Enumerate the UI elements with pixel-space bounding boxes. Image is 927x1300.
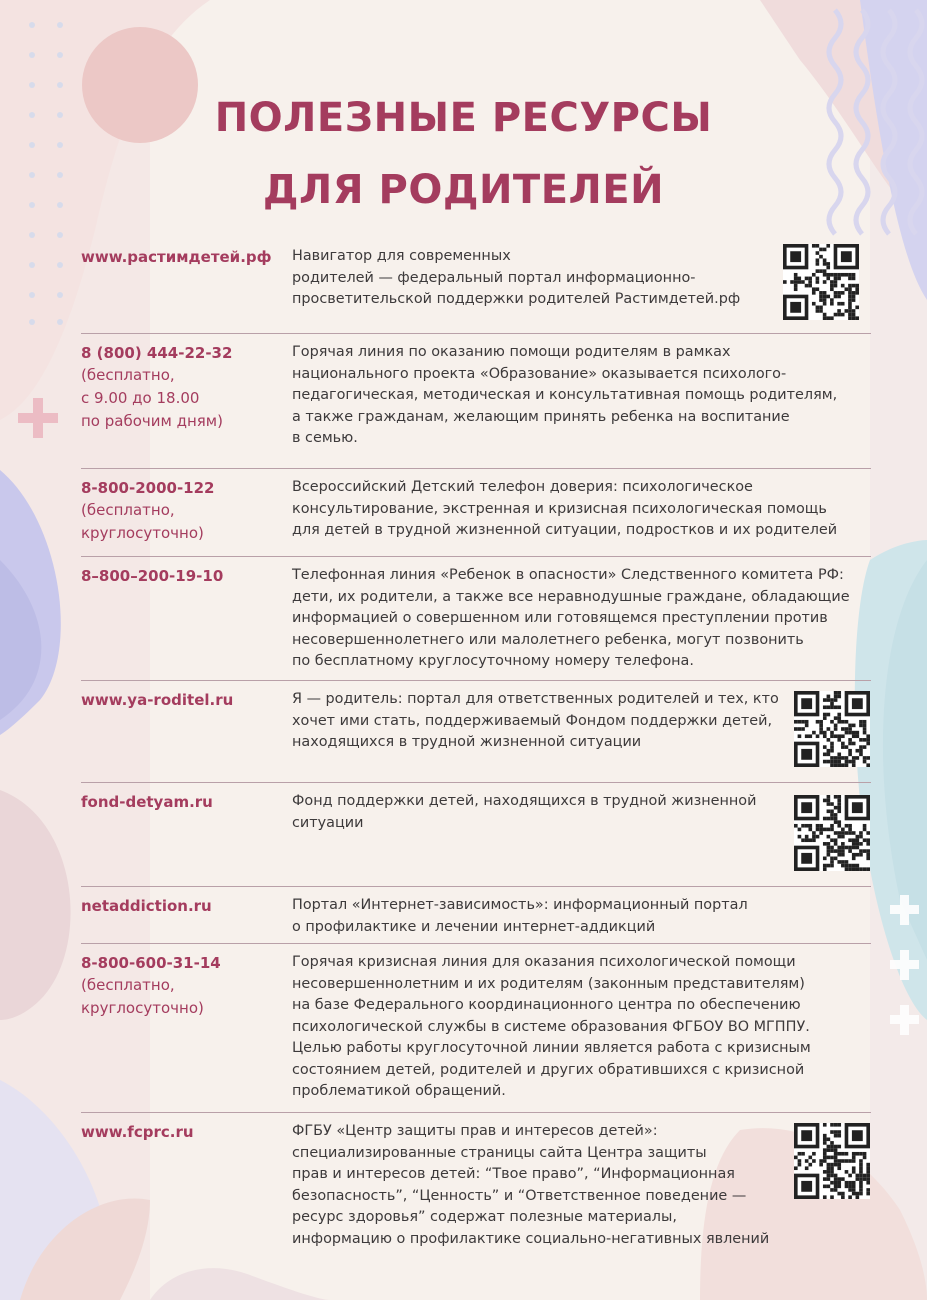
resource-row bbox=[81, 783, 871, 887]
resource-row bbox=[81, 1113, 871, 1263]
resource-description: Всероссийский Детский телефон доверия: психологическое консультирование, экстренная и кризисная психологическая помощь для детей в трудной жизненной ситуации, подростков и их родителей bbox=[292, 479, 838, 538]
resource-description: Фонд поддержки детей, находящихся в трудной жизненной ситуации bbox=[292, 793, 757, 831]
resource-contact-block bbox=[81, 791, 281, 813]
resource-contact-block bbox=[81, 952, 281, 1020]
resource-contact[interactable]: 8-800-600-31-14 bbox=[81, 954, 221, 972]
resource-description: Горячая кризисная линия для оказания психологической помощи несовершеннолетним и их родителям (законным представителям) на базе Федерального координационного центра по обеспечению психологической службы в системе образования ФГБОУ ВО МГППУ. Целью работы круглосуточной линии является работа с кризисным состоянием детей, родителей и других обратившихся с кризисной проблематикой обращений. bbox=[292, 954, 811, 1099]
resource-row bbox=[81, 944, 871, 1113]
resource-contact[interactable]: www.растимдетей.рф bbox=[81, 248, 272, 266]
qr-code-icon bbox=[783, 244, 859, 320]
resource-note: круглосуточно) bbox=[81, 524, 204, 542]
page-title bbox=[0, 82, 927, 226]
resource-contact[interactable]: 8–800–200-19-10 bbox=[81, 567, 224, 585]
resource-description: Я — родитель: портал для ответственных родителей и тех, кто хочет ими стать, поддерживаемый Фондом поддержки детей, находящихся в трудной жизненной ситуации bbox=[292, 691, 779, 750]
resource-description: Навигатор для современных родителей — федеральный портал информационно- просветительской поддержки родителей Растимдетей.рф bbox=[292, 248, 741, 307]
resource-contact[interactable]: 8-800-2000-122 bbox=[81, 479, 215, 497]
resource-note: (бесплатно, bbox=[81, 501, 175, 519]
resource-contact-block bbox=[81, 689, 281, 711]
resource-description: Портал «Интернет-зависимость»: информационный портал о профилактике и лечении интернет-аддикций bbox=[292, 897, 748, 935]
resource-contact-block bbox=[81, 246, 281, 268]
resource-row bbox=[81, 334, 871, 469]
resource-description: Телефонная линия «Ребенок в опасности» Следственного комитета РФ: дети, их родители, а также все неравнодушные граждане, обладающие информацией о совершенном или готовящемся преступлении против несовершеннолетнего или малолетнего ребенка, могут позвонить по бесплатному круглосуточному номеру телефона. bbox=[292, 567, 850, 669]
qr-code-icon bbox=[794, 691, 870, 767]
resource-row bbox=[81, 238, 871, 334]
resource-note: по рабочим дням) bbox=[81, 412, 223, 430]
resource-row bbox=[81, 887, 871, 944]
title-line-1: ПОЛЕЗНЫЕ РЕСУРСЫ bbox=[214, 95, 713, 141]
resource-row bbox=[81, 469, 871, 557]
resource-note: (бесплатно, bbox=[81, 976, 175, 994]
resource-description: ФГБУ «Центр защиты прав и интересов детей»: специализированные страницы сайта Центра защиты прав и интересов детей: “Твое право”, “Информационная безопасность”, “Ценность” и “Ответственное поведение — ресурс здоровья” содержат полезные материалы, информацию о профилактике социально-негативных явлений bbox=[292, 1123, 770, 1247]
qr-code-icon bbox=[794, 1123, 870, 1199]
resource-contact-block bbox=[81, 477, 281, 545]
resource-note: с 9.00 до 18.00 bbox=[81, 389, 200, 407]
resource-contact[interactable]: netaddiction.ru bbox=[81, 897, 212, 915]
resource-contact-block bbox=[81, 1121, 281, 1143]
resource-contact-block bbox=[81, 342, 281, 433]
resource-note: круглосуточно) bbox=[81, 999, 204, 1017]
title-line-2: ДЛЯ РОДИТЕЛЕЙ bbox=[262, 167, 665, 213]
resource-contact[interactable]: fond-detyam.ru bbox=[81, 793, 213, 811]
resource-contact-block bbox=[81, 565, 281, 587]
resource-description: Горячая линия по оказанию помощи родителям в рамках национального проекта «Образование» оказывается психолого- педагогическая, методическая и консультативная помощь родителям, а также гражданам, желающим принять ребенка на воспитание в семью. bbox=[292, 344, 838, 446]
resource-row bbox=[81, 681, 871, 783]
resources-list bbox=[81, 238, 871, 1263]
resource-contact[interactable]: www.fcprc.ru bbox=[81, 1123, 194, 1141]
resource-contact-block bbox=[81, 895, 281, 917]
resource-note: (бесплатно, bbox=[81, 366, 175, 384]
resource-contact[interactable]: www.ya-roditel.ru bbox=[81, 691, 234, 709]
resource-row bbox=[81, 557, 871, 681]
resource-contact[interactable]: 8 (800) 444-22-32 bbox=[81, 344, 233, 362]
qr-code-icon bbox=[794, 795, 870, 871]
